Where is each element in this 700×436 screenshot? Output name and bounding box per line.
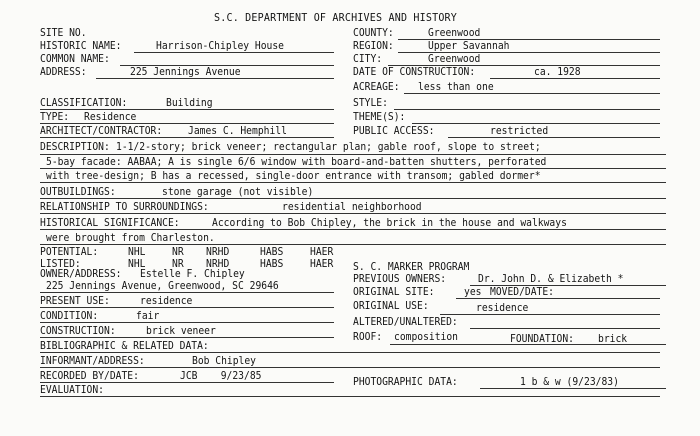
county-value: Greenwood bbox=[428, 27, 481, 39]
original-site-rule bbox=[456, 298, 660, 299]
owner-label: OWNER/ADDRESS: bbox=[40, 268, 122, 280]
designation-nr-2: NR bbox=[172, 258, 184, 270]
type-value: Residence bbox=[84, 111, 137, 123]
designation-habs-2: HABS bbox=[260, 258, 284, 270]
architect-value: James C. Hemphill bbox=[188, 125, 287, 137]
historic-name-value: Harrison-Chipley House bbox=[156, 40, 285, 52]
roof-label: ROOF: bbox=[353, 331, 383, 343]
outbuildings-rule bbox=[40, 198, 666, 199]
construction-value: brick veneer bbox=[146, 325, 216, 337]
bibliographic-rule bbox=[40, 352, 660, 353]
acreage-label: ACREAGE: bbox=[353, 81, 400, 93]
designation-haer-1: HAER bbox=[310, 246, 334, 258]
city-label: CITY: bbox=[353, 53, 383, 65]
designation-nhl-1: NHL bbox=[128, 246, 146, 258]
designation-nr-1: NR bbox=[172, 246, 184, 258]
date-label: DATE OF CONSTRUCTION: bbox=[353, 66, 476, 78]
description-rule-2 bbox=[40, 168, 666, 169]
type-rule bbox=[40, 123, 334, 124]
owner-address: 225 Jennings Avenue, Greenwood, SC 29646 bbox=[46, 280, 279, 292]
themes-rule bbox=[412, 123, 660, 124]
style-label: STYLE: bbox=[353, 97, 388, 109]
original-use-rule bbox=[440, 314, 660, 315]
description-line1: 1-1/2-story; brick veneer; rectangular plan; gable roof, slope to street; bbox=[116, 141, 541, 153]
public-access-rule bbox=[448, 137, 660, 138]
outbuildings-value: stone garage (not visible) bbox=[162, 186, 314, 198]
description-line3: with tree-design; B has a recessed, single-door entrance with transom; gabled dormer* bbox=[46, 170, 541, 182]
original-use-value: residence bbox=[476, 302, 529, 314]
designation-nrhd-2: NRHD bbox=[206, 258, 230, 270]
relationship-label: RELATIONSHIP TO SURROUNDINGS: bbox=[40, 201, 209, 213]
owner-address-rule bbox=[40, 292, 334, 293]
original-use-label: ORIGINAL USE: bbox=[353, 300, 429, 312]
themes-label: THEME(S): bbox=[353, 111, 406, 123]
acreage-rule bbox=[404, 93, 660, 94]
architect-label: ARCHITECT/CONTRACTOR: bbox=[40, 125, 163, 137]
original-site-value: yes bbox=[464, 286, 482, 298]
roof-rule bbox=[390, 344, 666, 345]
style-rule bbox=[394, 109, 660, 110]
previous-owners-value: Dr. John D. & Elizabeth * bbox=[478, 273, 624, 285]
relationship-rule bbox=[40, 213, 666, 214]
evaluation-rule bbox=[40, 396, 660, 397]
construction-rule bbox=[40, 337, 334, 338]
recorded-rule bbox=[40, 382, 334, 383]
date-rule bbox=[490, 78, 660, 79]
listed-label: LISTED: bbox=[40, 258, 81, 270]
photographic-label: PHOTOGRAPHIC DATA: bbox=[353, 376, 458, 388]
moved-label: MOVED/DATE: bbox=[490, 286, 555, 298]
present-use-value: residence bbox=[140, 295, 193, 307]
public-access-label: PUBLIC ACCESS: bbox=[353, 125, 435, 137]
historic-name-rule bbox=[134, 52, 334, 53]
significance-rule-2 bbox=[40, 244, 666, 245]
roof-value: composition bbox=[394, 331, 459, 343]
designation-nhl-2: NHL bbox=[128, 258, 146, 270]
present-use-label: PRESENT USE: bbox=[40, 295, 110, 307]
altered-rule bbox=[470, 328, 660, 329]
historic-name-label: HISTORIC NAME: bbox=[40, 40, 122, 52]
address-label: ADDRESS: bbox=[40, 66, 87, 78]
original-site-label: ORIGINAL SITE: bbox=[353, 286, 435, 298]
description-line2: 5-bay facade: AABAA; A is single 6/6 window with board-and-batten shutters, perforated bbox=[46, 156, 547, 168]
significance-line2: were brought from Charleston. bbox=[46, 232, 215, 244]
informant-value: Bob Chipley bbox=[192, 355, 257, 367]
address-value: 225 Jennings Avenue bbox=[130, 66, 241, 78]
public-access-value: restricted bbox=[490, 125, 549, 137]
description-rule-1 bbox=[40, 154, 666, 155]
acreage-value: less than one bbox=[418, 81, 494, 93]
outbuildings-label: OUTBUILDINGS: bbox=[40, 186, 116, 198]
marker-label: S. C. MARKER PROGRAM bbox=[353, 261, 470, 273]
architect-rule bbox=[40, 137, 334, 138]
description-rule-3 bbox=[40, 182, 666, 183]
region-value: Upper Savannah bbox=[428, 40, 510, 52]
owner-value: Estelle F. Chipley bbox=[140, 268, 245, 280]
designation-haer-2: HAER bbox=[310, 258, 334, 270]
condition-rule bbox=[40, 322, 334, 323]
description-label: DESCRIPTION: bbox=[40, 141, 110, 153]
address-rule bbox=[96, 78, 334, 79]
form-title: S.C. DEPARTMENT OF ARCHIVES AND HISTORY bbox=[214, 11, 458, 24]
altered-label: ALTERED/UNALTERED: bbox=[353, 316, 458, 328]
city-value: Greenwood bbox=[428, 53, 481, 65]
designation-nrhd-1: NRHD bbox=[206, 246, 230, 258]
recorded-value: JCB 9/23/85 bbox=[180, 370, 262, 382]
previous-owners-label: PREVIOUS OWNERS: bbox=[353, 273, 447, 285]
evaluation-label: EVALUATION: bbox=[40, 384, 105, 396]
classification-rule bbox=[40, 109, 334, 110]
foundation-label: FOUNDATION: bbox=[510, 333, 575, 345]
informant-rule bbox=[40, 367, 660, 368]
potential-label: POTENTIAL: bbox=[40, 246, 99, 258]
informant-label: INFORMANT/ADDRESS: bbox=[40, 355, 145, 367]
photographic-rule bbox=[480, 388, 666, 389]
construction-label: CONSTRUCTION: bbox=[40, 325, 116, 337]
classification-value: Building bbox=[166, 97, 213, 109]
date-value: ca. 1928 bbox=[534, 66, 581, 78]
bibliographic-label: BIBLIOGRAPHIC & RELATED DATA: bbox=[40, 340, 209, 352]
photographic-value: 1 b & w (9/23/83) bbox=[520, 376, 619, 388]
site-no-label: SITE NO. bbox=[40, 27, 87, 39]
relationship-value: residential neighborhood bbox=[282, 201, 422, 213]
foundation-value: brick bbox=[598, 333, 628, 345]
type-label: TYPE: bbox=[40, 111, 70, 123]
region-label: REGION: bbox=[353, 40, 394, 52]
county-label: COUNTY: bbox=[353, 27, 394, 39]
common-name-label: COMMON NAME: bbox=[40, 53, 110, 65]
significance-line1: According to Bob Chipley, the brick in the house and walkways bbox=[212, 217, 567, 229]
condition-value: fair bbox=[136, 310, 160, 322]
present-use-rule bbox=[40, 307, 334, 308]
significance-rule-1 bbox=[40, 229, 666, 230]
condition-label: CONDITION: bbox=[40, 310, 99, 322]
designation-habs-1: HABS bbox=[260, 246, 284, 258]
classification-label: CLASSIFICATION: bbox=[40, 97, 128, 109]
significance-label: HISTORICAL SIGNIFICANCE: bbox=[40, 217, 180, 229]
recorded-label: RECORDED BY/DATE: bbox=[40, 370, 139, 382]
